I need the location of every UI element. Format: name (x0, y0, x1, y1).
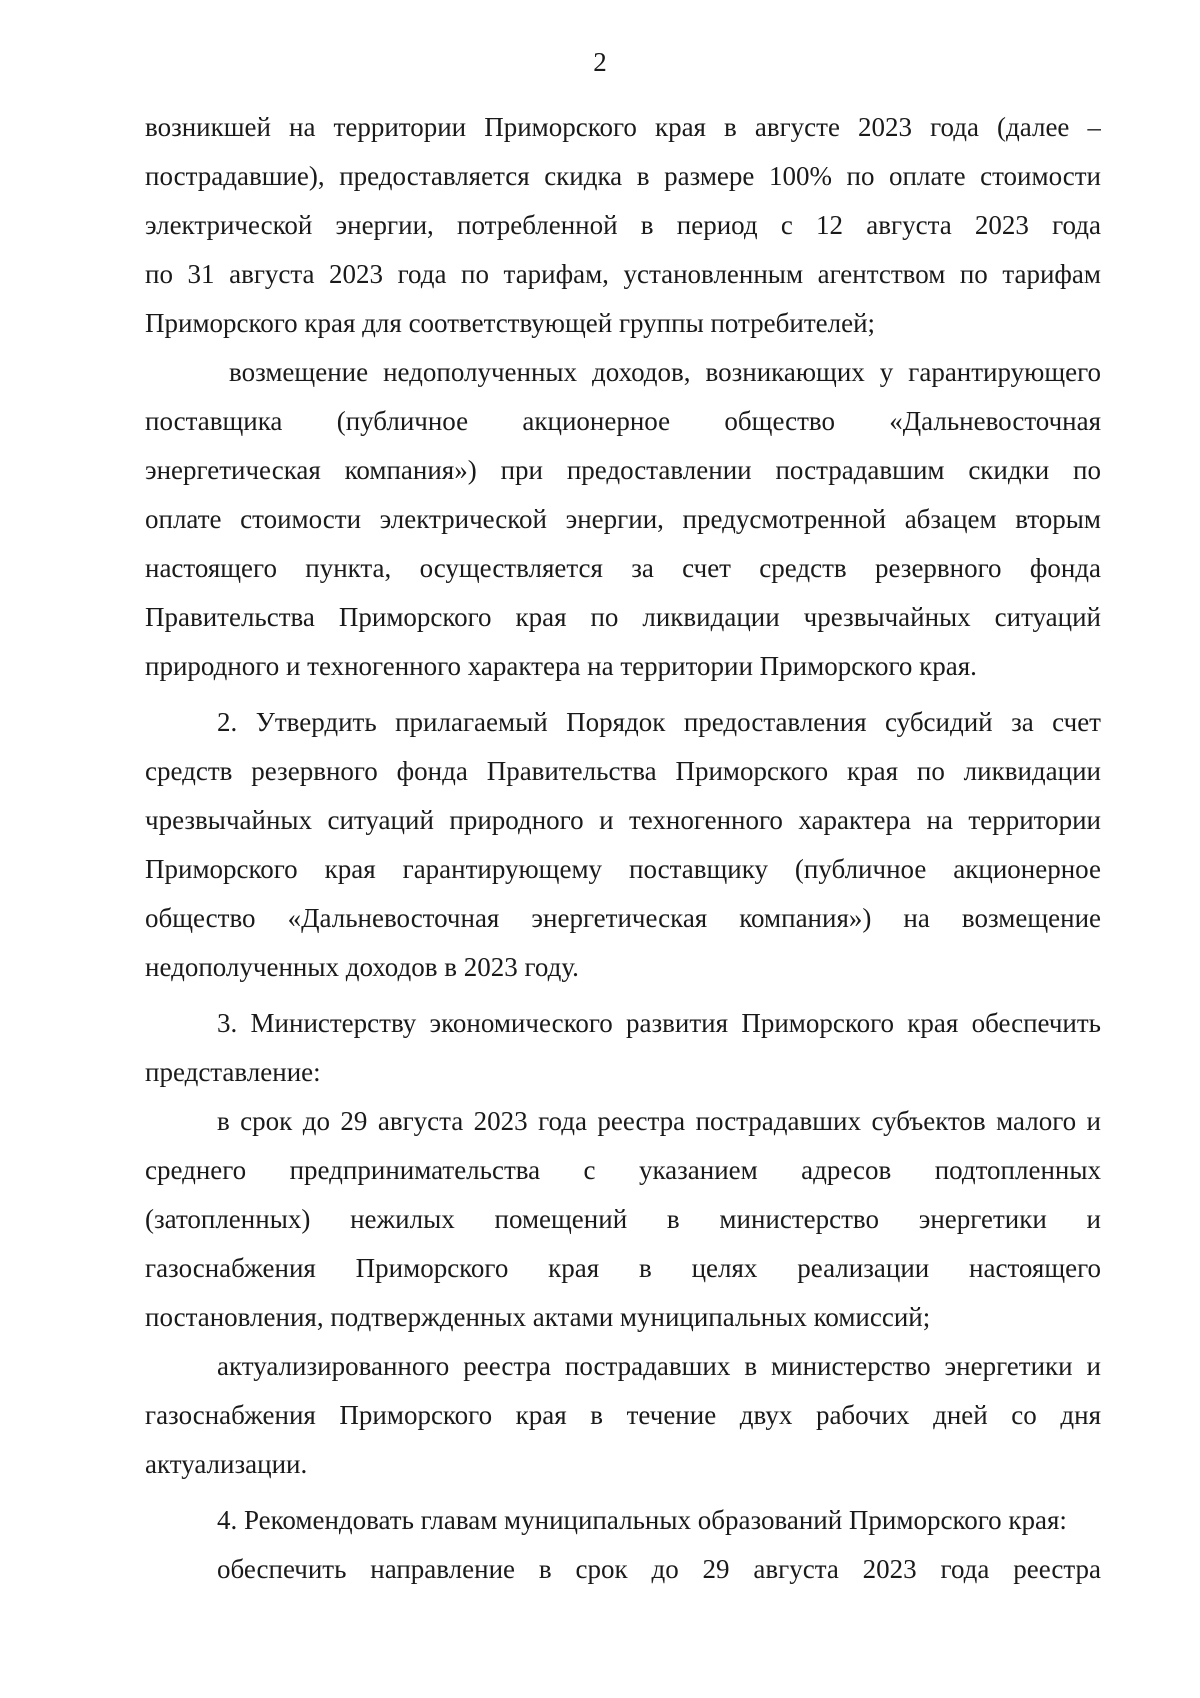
text-line: постановления, подтвержденных актами муниципальных комиссий; (145, 1302, 931, 1332)
text-line: обеспечить направление в срок до 29 августа 2023 года реестра (217, 1554, 1101, 1584)
text-line: представление: (145, 1057, 321, 1087)
text-line: газоснабжения Приморского края в целях реализации настоящего (145, 1253, 1101, 1283)
text-line: 2. Утвердить прилагаемый Порядок предоставления субсидий за счет (217, 707, 1101, 737)
paragraph-gap (145, 691, 1101, 698)
text-line: Приморского края для соответствующей группы потребителей; (145, 308, 876, 338)
text-line: газоснабжения Приморского края в течение двух рабочих дней со дня (145, 1400, 1101, 1430)
text-line: недополученных доходов в 2023 году. (145, 952, 579, 982)
text-line: оплате стоимости электрической энергии, предусмотренной абзацем вторым (145, 504, 1101, 534)
text-line: по 31 августа 2023 года по тарифам, установленным агентством по тарифам (145, 259, 1101, 289)
text-line: энергетическая компания») при предоставлении пострадавшим скидки по (145, 455, 1101, 485)
text-line: Правительства Приморского края по ликвидации чрезвычайных ситуаций (145, 602, 1101, 632)
text-line: чрезвычайных ситуаций природного и техногенного характера на территории (145, 805, 1101, 835)
text-line: в срок до 29 августа 2023 года реестра пострадавших субъектов малого и (217, 1106, 1101, 1136)
page-number: 2 (593, 47, 607, 77)
text-line: поставщика (публичное акционерное общество «Дальневосточная (145, 406, 1101, 436)
text-line: 3. Министерству экономического развития Приморского края обеспечить (217, 1008, 1101, 1038)
paragraph-gap (145, 1489, 1101, 1496)
text-line: возмещение недополученных доходов, возникающих у гарантирующего (229, 357, 1101, 387)
document-body (145, 103, 1101, 1594)
text-line: 4. Рекомендовать главам муниципальных образований Приморского края: (217, 1505, 1067, 1535)
text-line: Приморского края гарантирующему поставщику (публичное акционерное (145, 854, 1101, 884)
text-line: электрической энергии, потребленной в период с 12 августа 2023 года (145, 210, 1101, 240)
text-line: природного и техногенного характера на территории Приморского края. (145, 651, 977, 681)
text-line: общество «Дальневосточная энергетическая компания») на возмещение (145, 903, 1101, 933)
text-line: актуализированного реестра пострадавших в министерство энергетики и (217, 1351, 1101, 1381)
text-line: (затопленных) нежилых помещений в министерство энергетики и (145, 1204, 1101, 1234)
text-line: пострадавшие), предоставляется скидка в размере 100% по оплате стоимости (145, 161, 1101, 191)
text-line: среднего предпринимательства с указанием адресов подтопленных (145, 1155, 1101, 1185)
text-line: настоящего пункта, осуществляется за счет средств резервного фонда (145, 553, 1101, 583)
text-line: возникшей на территории Приморского края в августе 2023 года (далее – (145, 112, 1101, 142)
paragraph-gap (145, 992, 1101, 999)
text-line: средств резервного фонда Правительства Приморского края по ликвидации (145, 756, 1101, 786)
text-line: актуализации. (145, 1449, 308, 1479)
